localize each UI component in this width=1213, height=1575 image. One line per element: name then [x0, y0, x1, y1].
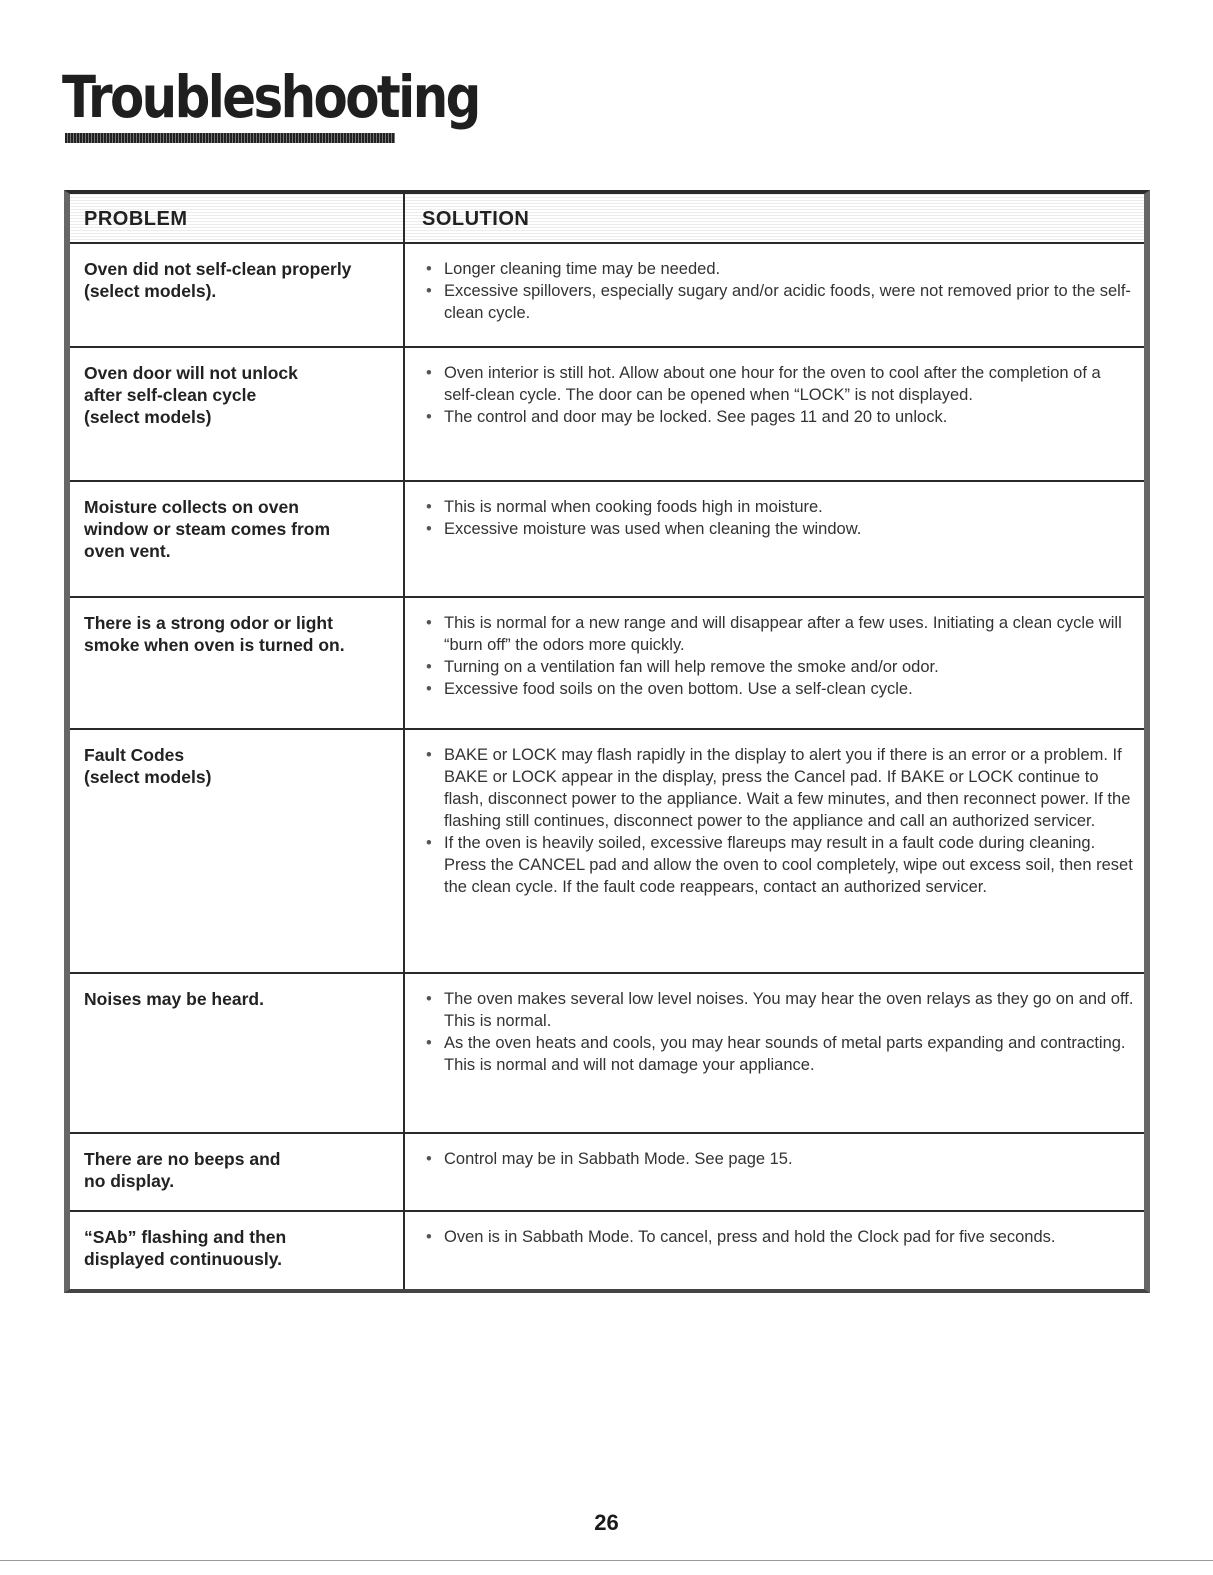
problem-cell	[84, 744, 389, 788]
problem-cell	[84, 612, 389, 656]
solution-list	[422, 1226, 1134, 1248]
problem-line: displayed continuously.	[84, 1249, 283, 1269]
problem-line: Moisture collects on oven	[84, 497, 299, 517]
solution-item: • Longer cleaning time may be needed.	[422, 258, 1134, 280]
problem-cell	[84, 1148, 389, 1192]
solution-item: • As the oven heats and cools, you may hear sounds of metal parts expanding and contracting. This is normal and will not damage your appliance.	[422, 1032, 1134, 1076]
table-row	[70, 1212, 1144, 1292]
problem-line: no display.	[84, 1171, 175, 1191]
problem-line: Noises may be heard.	[84, 989, 264, 1009]
problem-line: (select models).	[84, 281, 217, 301]
problem-line: Fault Codes	[84, 745, 185, 765]
solution-list	[422, 258, 1134, 324]
problem-line: smoke when oven is turned on.	[84, 635, 345, 655]
solution-item: • Excessive food soils on the oven bottom. Use a self-clean cycle.	[422, 678, 1134, 700]
solution-item: • The oven makes several low level noises. You may hear the oven relays as they go on and off. This is normal.	[422, 988, 1134, 1032]
solution-item: • This is normal when cooking foods high in moisture.	[422, 496, 1134, 518]
solution-item: • Oven is in Sabbath Mode. To cancel, press and hold the Clock pad for five seconds.	[422, 1226, 1134, 1248]
table-row	[70, 1134, 1144, 1212]
solution-list	[422, 1148, 1134, 1170]
solution-item: • This is normal for a new range and will disappear after a few uses. Initiating a clean cycle will “burn off” the odors more quickly.	[422, 612, 1134, 656]
table-row	[70, 348, 1144, 482]
solution-item: • Control may be in Sabbath Mode. See page 15.	[422, 1148, 1134, 1170]
solution-item: • Turning on a ventilation fan will help remove the smoke and/or odor.	[422, 656, 1134, 678]
page-number: 26	[594, 1510, 619, 1535]
header-solution: SOLUTION	[422, 208, 530, 230]
table-row	[70, 974, 1144, 1134]
title-underline	[65, 133, 395, 143]
solution-item: • BAKE or LOCK may flash rapidly in the display to alert you if there is an error or a problem. If BAKE or LOCK appear in the display, press the Cancel pad. If BAKE or LOCK continue to flash, disconnect power to the appliance. Wait a few minutes, and then reconnect power. If the flashing still continues, disconnect power to the appliance and call an authorized servicer.	[422, 744, 1134, 832]
table-row	[70, 244, 1144, 348]
solution-item: • Excessive spillovers, especially sugary and/or acidic foods, were not removed prior to the self-clean cycle.	[422, 280, 1134, 324]
problem-cell	[84, 496, 389, 562]
table-header	[70, 194, 1144, 244]
header-problem: PROBLEM	[84, 208, 188, 230]
problem-line: Oven door will not unlock	[84, 363, 298, 383]
troubleshooting-table	[64, 190, 1150, 1293]
table-row	[70, 730, 1144, 974]
problem-line: (select models)	[84, 767, 212, 787]
problem-line: There are no beeps and	[84, 1149, 281, 1169]
solution-item: • Oven interior is still hot. Allow about one hour for the oven to cool after the completion of a self-clean cycle. The door can be opened when “LOCK” is not displayed.	[422, 362, 1134, 406]
column-divider	[403, 194, 405, 1289]
problem-line: after self-clean cycle	[84, 385, 257, 405]
bottom-rule	[0, 1560, 1213, 1561]
problem-line: Oven did not self-clean properly	[84, 259, 352, 279]
problem-cell	[84, 362, 389, 428]
problem-line: There is a strong odor or light	[84, 613, 333, 633]
solution-item: • The control and door may be locked. See pages 11 and 20 to unlock.	[422, 406, 1134, 428]
problem-cell	[84, 1226, 389, 1270]
table-row	[70, 598, 1144, 730]
solution-item: • Excessive moisture was used when cleaning the window.	[422, 518, 1134, 540]
problem-line: “SAb” flashing and then	[84, 1227, 287, 1247]
page-title: Troubleshooting	[62, 63, 479, 131]
solution-list	[422, 612, 1134, 700]
problem-line: window or steam comes from	[84, 519, 331, 539]
problem-line: (select models)	[84, 407, 212, 427]
solution-list	[422, 362, 1134, 428]
problem-cell	[84, 988, 389, 1010]
problem-cell	[84, 258, 389, 302]
table-row	[70, 482, 1144, 598]
problem-line: oven vent.	[84, 541, 171, 561]
solution-list	[422, 744, 1134, 898]
solution-item: • If the oven is heavily soiled, excessive flareups may result in a fault code during cleaning. Press the CANCEL pad and allow the oven to cool completely, wipe out excess soil, then reset the clean cycle. If the fault code reappears, contact an authorized servicer.	[422, 832, 1134, 898]
solution-list	[422, 496, 1134, 540]
solution-list	[422, 988, 1134, 1076]
